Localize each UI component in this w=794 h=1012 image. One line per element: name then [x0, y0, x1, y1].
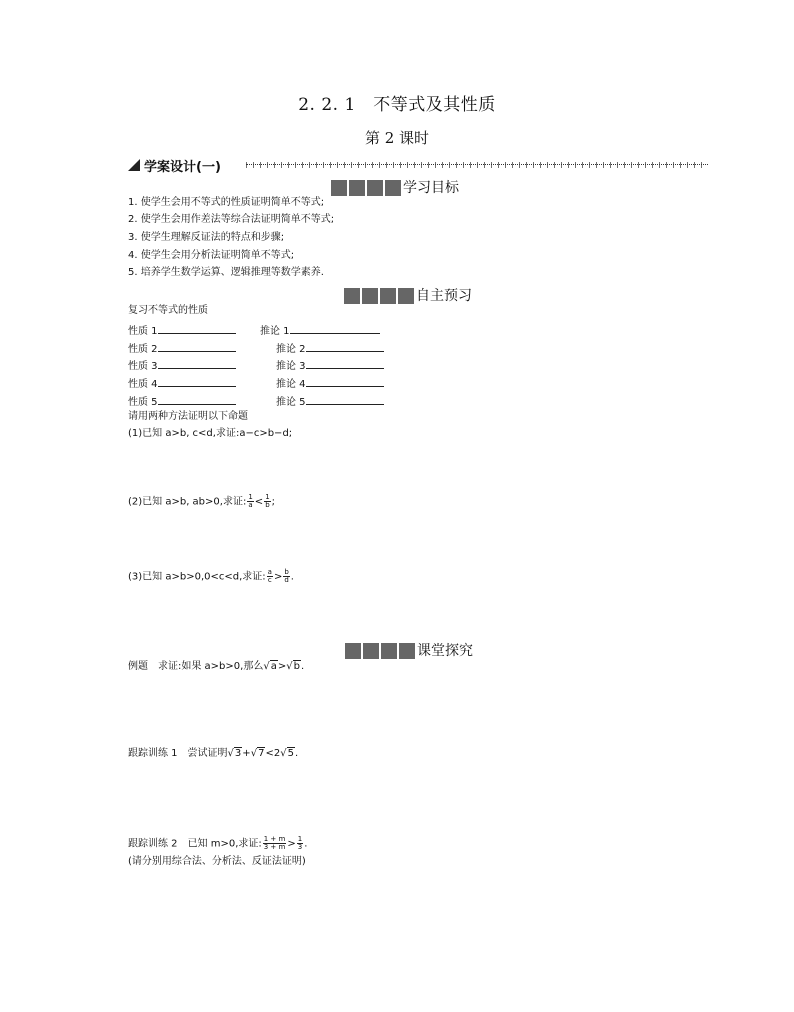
tracking-exercise-1: 跟踪训练 1 尝试证明√3+√7<2√5. — [128, 748, 299, 759]
sqrt-expression: √5 — [280, 748, 294, 759]
blank-line[interactable] — [290, 323, 380, 334]
blank-line[interactable] — [158, 376, 236, 387]
property-row: 性质 3 — [128, 358, 236, 373]
blank-line[interactable] — [158, 341, 236, 352]
question-3: (3)已知 a>b>0,0<c<d,求证: $\frac{a}{c}$ > $\frac{b}{d}$ . — [128, 568, 294, 584]
blank-line[interactable] — [158, 394, 236, 405]
preview-header: 自主预习 — [344, 284, 472, 302]
header-blocks — [345, 640, 417, 659]
question-1: (1)已知 a>b, c<d,求证:a−c>b−d; — [128, 428, 293, 439]
fraction: $\frac{a}{c}$ — [267, 568, 272, 584]
property-row: 性质 5 — [128, 394, 236, 409]
triangle-icon — [128, 159, 140, 171]
goal-item: 1. 使学生会用不等式的性质证明简单不等式; — [128, 197, 325, 208]
explore-header: 课堂探究 — [345, 639, 473, 657]
page-title: 2. 2. 1 不等式及其性质 — [298, 95, 496, 115]
blank-line[interactable] — [306, 394, 384, 405]
property-row: 性质 4 — [128, 376, 236, 391]
goal-item: 2. 使学生会用作差法等综合法证明简单不等式; — [128, 214, 335, 225]
goal-item: 5. 培养学生数学运算、逻辑推理等数学素养. — [128, 267, 324, 278]
fraction: $\frac{1}{b}$ — [265, 493, 270, 509]
fraction: $\frac{b}{d}$ — [284, 568, 289, 584]
goal-item: 4. 使学生会用分析法证明简单不等式; — [128, 250, 295, 261]
fraction: $\frac{1}{a}$ — [248, 493, 253, 509]
page-subtitle: 第 2 课时 — [364, 129, 430, 147]
exercise-note: (请分别用综合法、分析法、反证法证明) — [128, 856, 306, 867]
goals-header: 学习目标 — [331, 176, 459, 194]
property-row: 性质 1 — [128, 323, 236, 338]
task-text: 请用两种方法证明以下命题 — [128, 411, 248, 422]
corollary-row: 推论 4 — [276, 376, 384, 391]
header-blocks — [331, 177, 403, 196]
section-banner — [128, 158, 708, 175]
corollary-row: 推论 3 — [276, 358, 384, 373]
sqrt-expression: √7 — [250, 748, 265, 759]
dotted-divider — [246, 164, 708, 165]
preview-intro: 复习不等式的性质 — [128, 305, 208, 316]
property-row: 性质 2 — [128, 341, 236, 356]
corollary-row: 推论 5 — [276, 394, 384, 409]
blank-line[interactable] — [158, 323, 236, 334]
sqrt-expression: √a — [263, 661, 277, 672]
blank-line[interactable] — [306, 341, 384, 352]
fraction: $\frac{1}{3}$ — [297, 835, 303, 851]
example-problem: 例题 求证:如果 a>b>0,那么√a>√b. — [128, 661, 305, 672]
blank-line[interactable] — [158, 358, 236, 369]
fraction: $\frac{1 + m}{3 + m}$ — [263, 835, 286, 851]
corollary-row: 推论 2 — [276, 341, 384, 356]
section-label: 学案设计(一) — [144, 160, 221, 175]
corollary-row: 推论 1 — [260, 323, 380, 338]
tracking-exercise-2: 跟踪训练 2 已知 m>0,求证: $\frac{1 + m}{3 + m}$ > $\frac{1}{3}$ . — [128, 835, 308, 851]
blank-line[interactable] — [306, 376, 384, 387]
sqrt-expression: √3 — [227, 748, 242, 759]
sqrt-expression: √b — [286, 661, 300, 672]
question-2: (2)已知 a>b, ab>0,求证: $\frac{1}{a}$ < $\frac{1}{b}$ ; — [128, 493, 276, 509]
blank-line[interactable] — [306, 358, 384, 369]
header-blocks — [344, 285, 416, 304]
goal-item: 3. 使学生理解反证法的特点和步骤; — [128, 232, 285, 243]
